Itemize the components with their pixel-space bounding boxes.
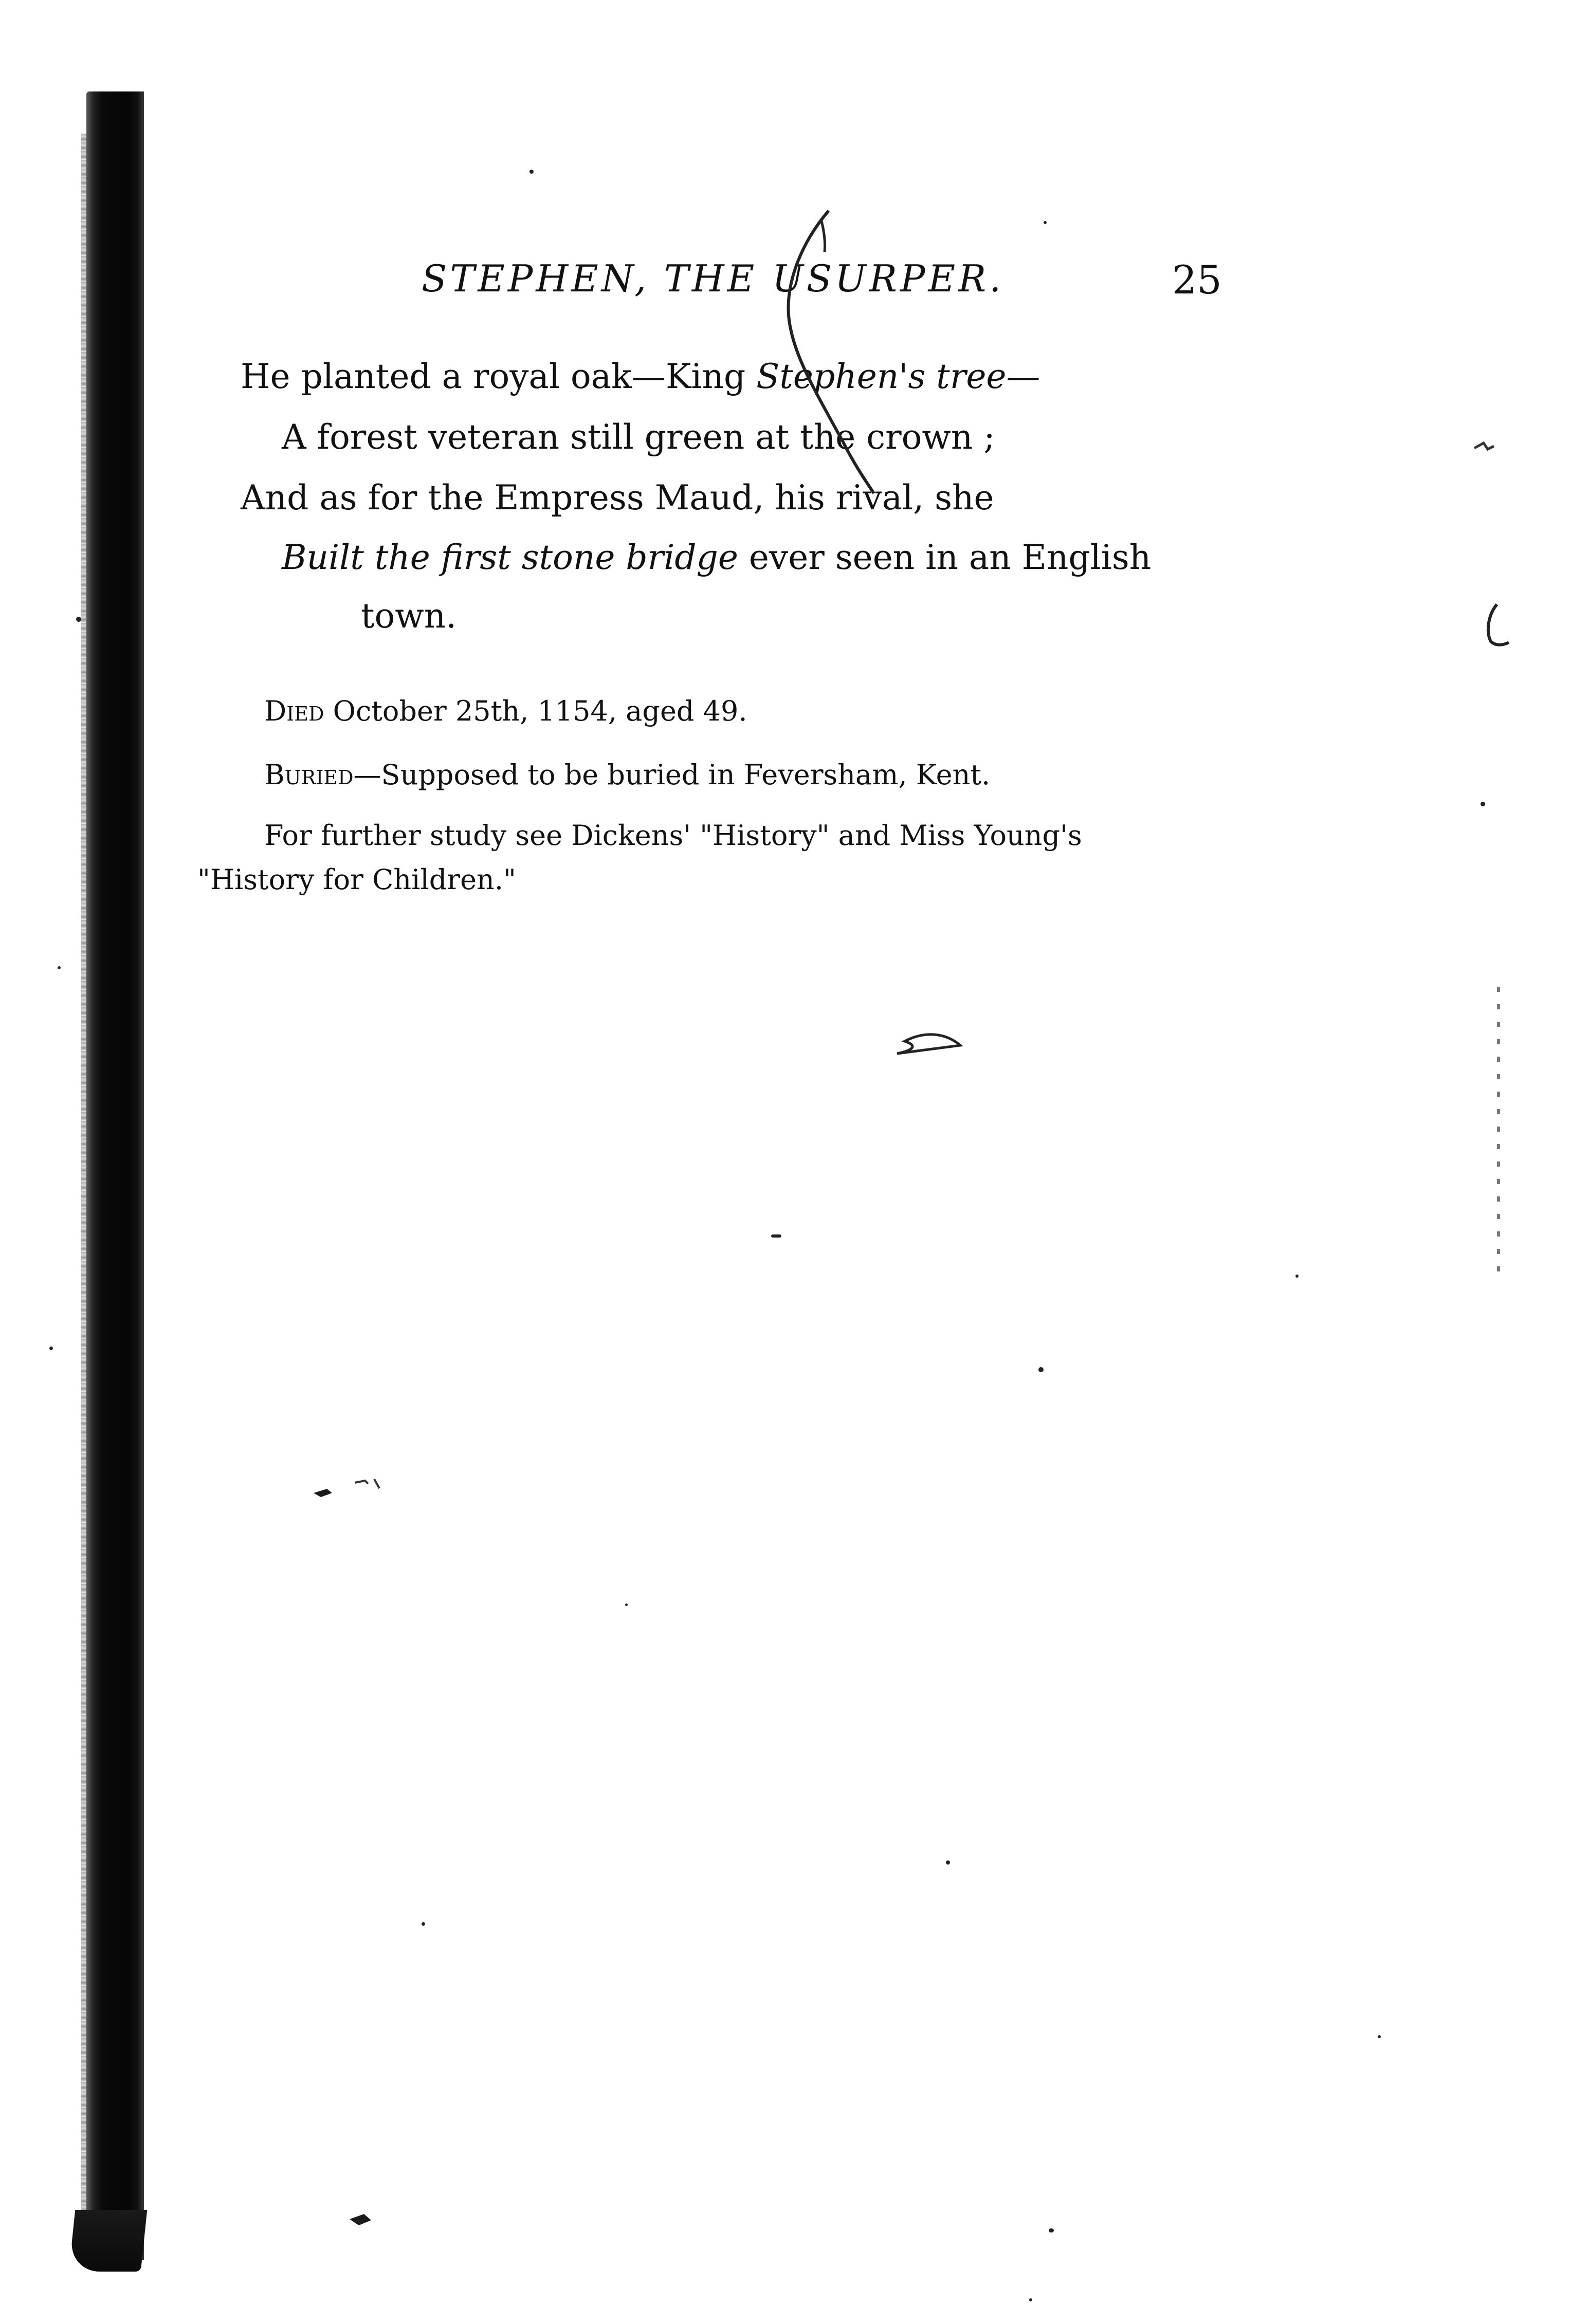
died-note — [264, 695, 747, 727]
speck — [422, 1922, 425, 1926]
pencil-stroke-tick — [821, 221, 825, 252]
speck — [625, 1603, 628, 1606]
right-page-edge — [1497, 987, 1500, 1275]
verse-line-1-text: He planted a royal oak—King — [241, 357, 757, 396]
binding-gutter-foot — [69, 2210, 148, 2272]
study-note-line-2: "History for Children." — [197, 863, 516, 896]
speck — [1481, 802, 1485, 806]
page-number: 25 — [1172, 257, 1222, 303]
verse-line-1 — [241, 357, 1040, 396]
speck — [1044, 221, 1047, 224]
verse-line-4-italic: Built the first stone bridge — [282, 538, 738, 577]
speck — [1038, 1367, 1044, 1372]
binding-gutter — [86, 91, 144, 2260]
stray-marks — [355, 1479, 379, 1488]
speck — [771, 1234, 781, 1238]
speck — [58, 966, 61, 969]
speck — [76, 617, 81, 622]
speck — [946, 1860, 950, 1865]
ink-blot-mid — [314, 1489, 332, 1497]
margin-bracket-mark — [1488, 604, 1509, 645]
buried-note — [264, 759, 990, 791]
speck — [1029, 2298, 1032, 2301]
speck — [1295, 1275, 1299, 1278]
margin-squiggle-mark — [1474, 443, 1494, 449]
verse-line-2: A forest veteran still green at the crown ; — [282, 417, 995, 457]
speck — [529, 170, 534, 174]
died-text: October 25th, 1154, aged 49. — [324, 695, 747, 727]
verse-line-4-text: ever seen in an English — [738, 538, 1152, 577]
ink-blot-bottom — [350, 2214, 371, 2225]
verse-line-3: And as for the Empress Maud, his rival, she — [241, 478, 994, 518]
pencil-curl-mark — [897, 1035, 960, 1054]
speck — [1049, 2228, 1054, 2233]
verse-line-1-italic: Stephen's tree— — [756, 357, 1040, 396]
verse-line-4 — [282, 538, 1151, 577]
study-note-line-1: For further study see Dickens' "History" and Miss Young's — [264, 819, 1082, 852]
running-header: STEPHEN, THE USURPER. — [422, 257, 1004, 300]
speck — [1378, 2035, 1381, 2038]
buried-label: Buried — [264, 759, 354, 791]
buried-text: —Supposed to be buried in Feversham, Kent. — [353, 759, 991, 791]
died-label: Died — [264, 695, 324, 727]
speck — [49, 1347, 53, 1350]
verse-line-5: town. — [361, 596, 457, 636]
